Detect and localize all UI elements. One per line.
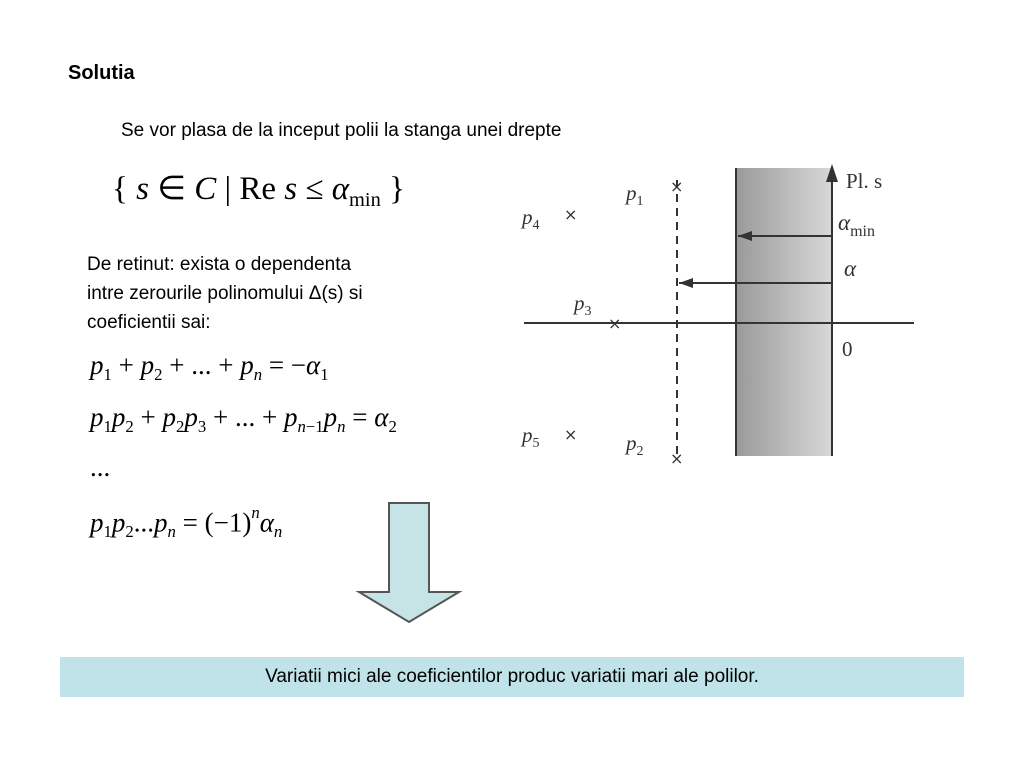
pole-p4-label: $p_4$ bbox=[522, 205, 540, 233]
alpha-label: α bbox=[844, 256, 857, 281]
element-of-symbol: ∈ bbox=[157, 171, 186, 207]
var-s2: s bbox=[284, 171, 298, 207]
var-s: s bbox=[136, 171, 149, 207]
alpha-arrow-head-icon bbox=[679, 278, 693, 288]
pole-p4-marker-icon: × bbox=[564, 205, 578, 224]
equation-pair-products: $p_1p_2 + p_2p_3$ + ... + $p_{n-1}p_n = \alpha_2$ bbox=[90, 402, 397, 436]
brace-open: { bbox=[112, 171, 128, 207]
real-part: Re bbox=[239, 171, 276, 207]
equation-sum: $p_1 + p_2$ + ... + $p_n = -\alpha_1$ bbox=[90, 350, 329, 384]
pole-p1-label: $p_1$ bbox=[626, 181, 644, 209]
pole-p1-marker-icon: × bbox=[670, 177, 684, 196]
alpha-symbol: α bbox=[331, 171, 350, 207]
pole-p3-label: $p_3$ bbox=[574, 291, 592, 319]
slide-subtitle: Se vor plasa de la inceput polii la stanga unei drepte bbox=[121, 120, 562, 141]
pole-p5-label: $p_5$ bbox=[522, 423, 540, 451]
origin-label: 0 bbox=[842, 337, 853, 361]
equation-ellipsis: ... bbox=[90, 452, 111, 482]
shaded-region bbox=[736, 168, 832, 456]
pole-p2-label: $p_2$ bbox=[626, 431, 644, 459]
equation-product: $p_1p_2...p_n = (-1)^n\alpha_n$ bbox=[90, 503, 283, 542]
down-arrow-icon bbox=[355, 500, 465, 626]
note-line-2: intre zerourile polinomului Δ(s) si bbox=[87, 283, 363, 304]
plane-label: Pl. s bbox=[846, 169, 883, 193]
alpha-subscript: min bbox=[349, 189, 381, 212]
pole-p5-marker-icon: × bbox=[564, 425, 578, 444]
note-text bbox=[87, 250, 487, 337]
such-that-bar: | bbox=[224, 171, 232, 207]
pole-plane-figure bbox=[512, 150, 922, 470]
conclusion-banner: Variatii mici ale coeficientilor produc variatii mari ale polilor. bbox=[60, 657, 964, 697]
pole-p3-marker-icon: × bbox=[608, 314, 622, 333]
complex-set: C bbox=[194, 171, 217, 207]
leq-symbol: ≤ bbox=[305, 171, 324, 207]
slide-title: Solutia bbox=[68, 62, 135, 84]
set-formula bbox=[112, 168, 405, 212]
alpha-min-label: $\alpha_{min}$ bbox=[838, 210, 875, 240]
pole-p2-marker-icon: × bbox=[670, 449, 684, 468]
note-line-3: coeficientii sai: bbox=[87, 312, 211, 333]
brace-close: } bbox=[389, 171, 405, 207]
note-line-1: De retinut: exista o dependenta bbox=[87, 254, 352, 275]
